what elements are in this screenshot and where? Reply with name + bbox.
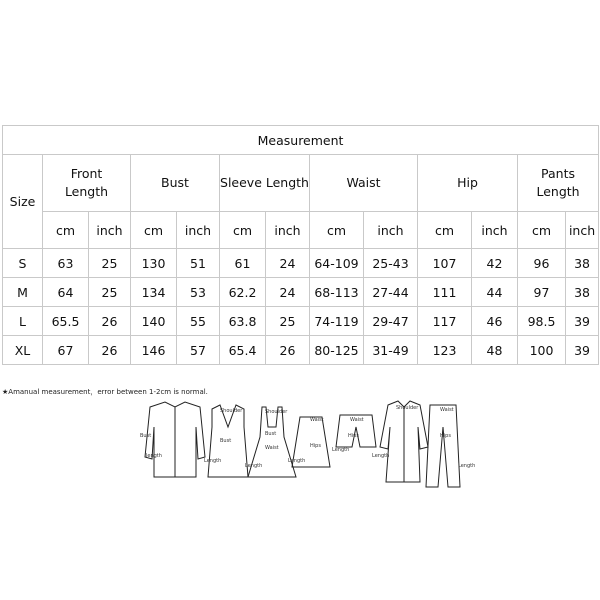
value-cell: 26 <box>89 336 131 365</box>
value-cell: 74-119 <box>310 307 364 336</box>
group-header <box>518 155 599 212</box>
unit-header: cm <box>518 212 566 249</box>
diagram-label: Shoulder <box>265 409 288 415</box>
value-cell: 107 <box>418 249 472 278</box>
value-cell: 29-47 <box>364 307 418 336</box>
unit-header: inch <box>364 212 418 249</box>
value-cell: 27-44 <box>364 278 418 307</box>
value-cell: 123 <box>418 336 472 365</box>
value-cell: 55 <box>177 307 220 336</box>
group-header-line: Length <box>64 184 109 199</box>
value-cell: 64 <box>43 278 89 307</box>
measurement-note: ★Amanual measurement，error between 1-2cm is normal. <box>2 388 208 396</box>
diagram-label: Waist <box>440 407 454 413</box>
value-cell: 26 <box>89 307 131 336</box>
size-header: Size <box>3 155 43 249</box>
measurement-table <box>2 125 599 365</box>
group-header-line: Hip <box>457 175 478 190</box>
group-header <box>310 155 418 212</box>
value-cell: 65.5 <box>43 307 89 336</box>
diagram-label: Waist <box>265 445 279 451</box>
value-cell: 24 <box>266 249 310 278</box>
unit-header: inch <box>177 212 220 249</box>
diagram-label: Length <box>204 458 222 464</box>
value-cell: 97 <box>518 278 566 307</box>
value-cell: 25 <box>89 249 131 278</box>
value-cell: 24 <box>266 278 310 307</box>
value-cell: 46 <box>472 307 518 336</box>
table-row <box>3 336 599 365</box>
value-cell: 25-43 <box>364 249 418 278</box>
value-cell: 38 <box>566 278 599 307</box>
group-header-line: Waist <box>346 175 381 190</box>
size-cell: S <box>3 249 43 278</box>
group-header <box>131 155 220 212</box>
diagram-label: Length <box>245 463 263 469</box>
value-cell: 80-125 <box>310 336 364 365</box>
value-cell: 26 <box>266 336 310 365</box>
diagram-label: Bust <box>265 431 277 437</box>
value-cell: 51 <box>177 249 220 278</box>
value-cell: 100 <box>518 336 566 365</box>
unit-header: cm <box>418 212 472 249</box>
diagram-label: Waist <box>350 417 364 423</box>
value-cell: 61 <box>220 249 266 278</box>
unit-header: inch <box>472 212 518 249</box>
size-cell: M <box>3 278 43 307</box>
value-cell: 63 <box>43 249 89 278</box>
diagram-label: Shoulder <box>220 408 243 414</box>
group-header <box>43 155 131 212</box>
size-cell: XL <box>3 336 43 365</box>
table-row <box>3 278 599 307</box>
value-cell: 64-109 <box>310 249 364 278</box>
value-cell: 68-113 <box>310 278 364 307</box>
value-cell: 48 <box>472 336 518 365</box>
diagram-label: Hips <box>310 443 321 449</box>
value-cell: 42 <box>472 249 518 278</box>
diagram-label: Length <box>372 453 390 459</box>
table-title: Measurement <box>3 126 599 155</box>
value-cell: 140 <box>131 307 177 336</box>
value-cell: 67 <box>43 336 89 365</box>
value-cell: 39 <box>566 336 599 365</box>
value-cell: 44 <box>472 278 518 307</box>
group-header <box>418 155 518 212</box>
value-cell: 98.5 <box>518 307 566 336</box>
diagram-label: Length <box>332 447 350 453</box>
unit-header: inch <box>266 212 310 249</box>
pants-icon <box>426 405 475 487</box>
table-row <box>3 307 599 336</box>
diagram-label: Length <box>288 458 306 464</box>
dress-icon <box>245 407 296 477</box>
diagram-label: Bust <box>140 433 152 439</box>
group-header-line: Sleeve Length <box>220 175 309 190</box>
value-cell: 25 <box>89 278 131 307</box>
value-cell: 63.8 <box>220 307 266 336</box>
value-cell: 25 <box>266 307 310 336</box>
value-cell: 39 <box>566 307 599 336</box>
skirt-icon <box>288 417 330 467</box>
group-header-line: Front <box>70 166 103 181</box>
size-cell: L <box>3 307 43 336</box>
diagram-label: Length <box>458 463 476 469</box>
diagram-label: Hips <box>348 433 359 439</box>
unit-header: cm <box>131 212 177 249</box>
unit-header: cm <box>220 212 266 249</box>
table-row <box>3 249 599 278</box>
value-cell: 65.4 <box>220 336 266 365</box>
value-cell: 38 <box>566 249 599 278</box>
value-cell: 111 <box>418 278 472 307</box>
value-cell: 117 <box>418 307 472 336</box>
diagram-label: length <box>146 453 162 459</box>
group-header-line: Bust <box>161 175 189 190</box>
value-cell: 130 <box>131 249 177 278</box>
value-cell: 134 <box>131 278 177 307</box>
group-header <box>220 155 310 212</box>
diagram-label: Shoulder <box>396 405 419 411</box>
shirt-icon <box>140 402 205 477</box>
long-coat-icon <box>372 401 428 482</box>
shorts-icon <box>332 415 376 453</box>
value-cell: 146 <box>131 336 177 365</box>
tank-top-icon <box>204 405 248 477</box>
diagram-label: Hips <box>440 433 451 439</box>
diagram-label: Waist <box>310 417 324 423</box>
value-cell: 96 <box>518 249 566 278</box>
value-cell: 57 <box>177 336 220 365</box>
value-cell: 53 <box>177 278 220 307</box>
unit-header: inch <box>89 212 131 249</box>
garment-diagrams <box>0 397 600 507</box>
unit-header: cm <box>43 212 89 249</box>
value-cell: 31-49 <box>364 336 418 365</box>
group-header-line: Pants Length <box>536 166 580 199</box>
unit-header: cm <box>310 212 364 249</box>
diagram-label: Bust <box>220 438 232 444</box>
value-cell: 62.2 <box>220 278 266 307</box>
unit-header: inch <box>566 212 599 249</box>
